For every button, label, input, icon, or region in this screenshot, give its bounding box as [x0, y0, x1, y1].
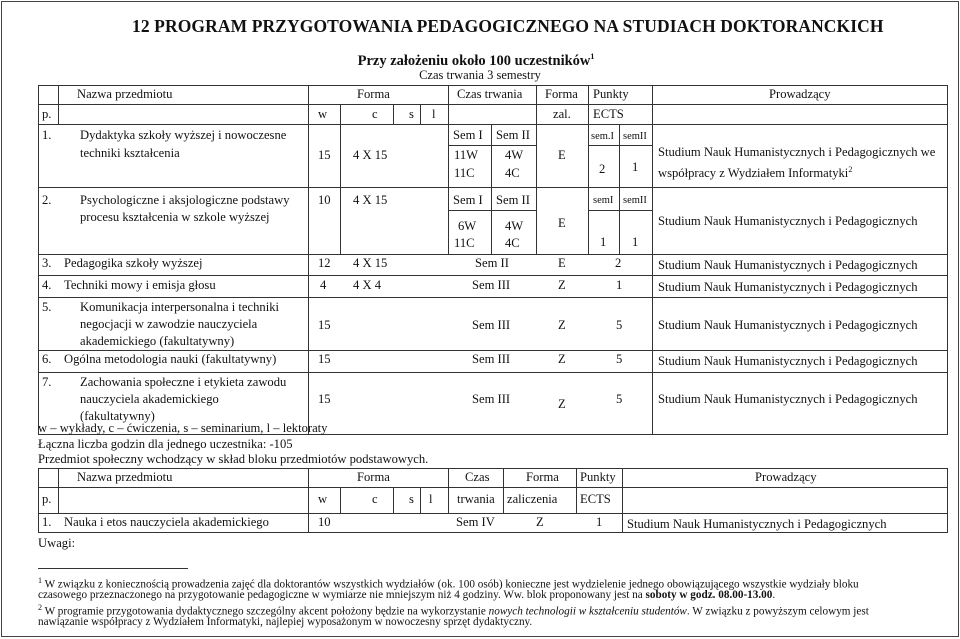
ects-value: 1 — [596, 515, 603, 529]
hours-c: 4 X 15 — [353, 256, 388, 270]
header-ects: ECTS — [593, 107, 624, 121]
footnote-text: W związku z koniecznością prowadzenia zajęć dla doktorantów wszystkich wydziałów (ok. 100 osób) konieczne jest wydzielenie jednego obowiązującego wszystkie wydziały bloku — [44, 578, 859, 591]
row-number: 5. — [42, 300, 52, 314]
ects-value-b: 1 — [632, 160, 639, 174]
table-border — [588, 145, 652, 146]
instructor: Studium Nauk Humanistycznych i Pedagogicznych — [658, 280, 918, 294]
header-points: Punkty — [593, 87, 629, 101]
subject-name: Dydaktyka szkoły wyższej i nowoczesne — [80, 128, 287, 142]
hours-c: 4 X 15 — [353, 193, 388, 207]
table-border — [420, 104, 421, 124]
header-subject: Nazwa przedmiotu — [77, 87, 173, 101]
header-ects: ECTS — [580, 492, 611, 506]
table-border — [38, 468, 39, 532]
table-border — [393, 104, 394, 124]
total-hours-note: Łączna liczba godzin dla jednego uczestnika: -105 — [38, 437, 293, 451]
table-border — [588, 85, 589, 254]
subject-name: Komunikacja interpersonalna i techniki — [80, 300, 279, 314]
subject-name: Zachowania społeczne i etykieta zawodu — [80, 375, 287, 389]
header-instructor: Prowadzący — [755, 470, 817, 484]
hours-w: 15 — [318, 392, 331, 406]
row-number: 2. — [42, 193, 52, 207]
footnote-text: . — [772, 589, 776, 601]
header-form: Forma — [357, 470, 390, 484]
semester: Sem III — [472, 278, 511, 292]
ects-value-b: 1 — [632, 235, 639, 249]
table-border — [448, 210, 536, 211]
table-border — [38, 513, 948, 514]
subject-name: akademickiego (fakultatywny) — [80, 334, 235, 348]
instructor: Studium Nauk Humanistycznych i Pedagogicznych we — [658, 145, 936, 159]
subject-name: Ogólna metodologia nauki (fakultatywny) — [64, 352, 277, 366]
table-border — [393, 487, 394, 513]
table-border — [588, 210, 652, 211]
table-border — [58, 468, 59, 513]
row-number: 1. — [42, 128, 52, 142]
footnote-ref-1: 1 — [590, 52, 595, 61]
ects-semester-a: sem.I — [591, 131, 615, 142]
table-border — [38, 85, 39, 434]
ects-value: 5 — [616, 392, 623, 406]
table-border — [38, 532, 948, 533]
participants-text: Przy założeniu około 100 uczestników — [357, 52, 591, 69]
legend-note: w – wykłady, c – ćwiczenia, s – seminarium, l – lektoraty — [38, 421, 328, 435]
header-subject: Nazwa przedmiotu — [77, 470, 173, 484]
semester-a-value: 11W — [454, 148, 479, 162]
table-border — [340, 487, 341, 513]
instructor: Studium Nauk Humanistycznych i Pedagogicznych — [658, 214, 918, 228]
hours-w: 15 — [318, 318, 331, 332]
table-border — [622, 468, 623, 532]
instructor: Studium Nauk Humanistycznych i Pedagogicznych — [658, 354, 918, 368]
table-border — [38, 187, 948, 188]
hours-w: 10 — [318, 515, 331, 529]
table-border — [503, 468, 504, 513]
table-border — [947, 468, 948, 532]
table-border — [652, 85, 653, 434]
header-lp: p. — [42, 107, 52, 121]
row-number: 1. — [42, 515, 52, 529]
semester-a-value: 6W — [458, 219, 477, 233]
semester-a: Sem I — [453, 193, 483, 207]
semester: Sem III — [472, 352, 511, 366]
subject-name: Nauka i etos nauczyciela akademickiego — [64, 515, 269, 529]
semester: Sem III — [472, 392, 511, 406]
instructor: Studium Nauk Humanistycznych i Pedagogicznych — [658, 392, 918, 406]
table-border — [38, 85, 948, 86]
semester-a-value: 11C — [454, 236, 475, 250]
ects-semester-a: semI — [593, 195, 614, 206]
header-l: l — [432, 107, 436, 121]
table-border — [619, 124, 620, 254]
table-border — [420, 487, 421, 513]
page-title: 12 PROGRAM PRZYGOTOWANIA PEDAGOGICZNEGO NA STUDIACH DOKTORANCKICH — [132, 16, 884, 36]
instructor: Studium Nauk Humanistycznych i Pedagogicznych — [658, 318, 918, 332]
header-zal: zal. — [553, 107, 571, 121]
footnote-italic: nowych technologii w kształceniu studentów — [488, 605, 687, 618]
header-zaliczenia: zaliczenia — [507, 492, 558, 506]
hours-c: 4 X 4 — [353, 278, 381, 292]
table-border — [38, 275, 948, 276]
hours-w: 15 — [318, 352, 331, 366]
header-lp: p. — [42, 492, 52, 506]
header-c: c — [372, 107, 378, 121]
subject-name: Psychologiczne i aksjologiczne podstawy — [80, 193, 290, 207]
header-s: s — [409, 492, 414, 506]
row-number: 3. — [42, 256, 52, 270]
assessment: Z — [558, 278, 566, 292]
semester-a: Sem I — [453, 128, 483, 142]
table-border — [58, 85, 59, 124]
instructor: Studium Nauk Humanistycznych i Pedagogicznych — [627, 517, 887, 531]
hours-w: 15 — [318, 148, 331, 162]
ects-value: 2 — [615, 256, 622, 270]
table-border — [947, 85, 948, 434]
semester-a-value: 11C — [454, 166, 475, 180]
instructor: Studium Nauk Humanistycznych i Pedagogicznych — [658, 258, 918, 272]
table-border — [38, 104, 948, 105]
block-note: Przedmiot społeczny wchodzący w skład bloku przedmiotów podstawowych. — [38, 452, 429, 466]
header-w: w — [318, 107, 328, 121]
footnote-2-continued: nawiązanie współpracy z Wydziałem Informatyki, najlepiej wyposażonym w nowoczesny sprzęt dydaktyczny. — [38, 616, 533, 628]
assessment: E — [558, 148, 566, 162]
hours-c: 4 X 15 — [353, 148, 388, 162]
header-c: c — [372, 492, 378, 506]
table-border — [38, 350, 948, 351]
ects-semester-b: semII — [623, 131, 647, 142]
semester-b-value: 4W — [505, 148, 524, 162]
table-border — [38, 468, 948, 469]
subject-name: Pedagogika szkoły wyższej — [64, 256, 203, 270]
table-border — [448, 468, 449, 513]
duration-heading: Czas trwania 3 semestry — [419, 68, 541, 82]
header-assessment: Forma — [526, 470, 559, 484]
footnote-number: 2 — [38, 603, 42, 612]
assessment: Z — [558, 352, 566, 366]
semester-b-value: 4C — [505, 166, 520, 180]
header-form: Forma — [357, 87, 390, 101]
header-trwania: trwania — [457, 492, 495, 506]
table-border — [448, 145, 536, 146]
footnote-text: czasowego przeznaczonego na przygotowanie pedagogiczne w wymiarze nie mniejszym niż 4 godziny. Ww. blok proponowany jest na — [38, 589, 646, 601]
header-instructor: Prowadzący — [769, 87, 831, 101]
table-border — [340, 104, 341, 254]
table-border — [38, 372, 948, 373]
table-border — [308, 468, 309, 532]
subject-name: nauczyciela akademickiego — [80, 392, 219, 406]
subject-name: (fakultatywny) — [80, 409, 155, 423]
subject-name: procesu kształcenia w szkole wyższej — [80, 210, 270, 224]
subject-name: negocjacji w zawodzie nauczyciela — [80, 317, 258, 331]
ects-value-a: 2 — [599, 162, 606, 176]
table-border — [491, 124, 492, 254]
document-page — [1, 1, 959, 637]
footnote-1-continued — [38, 588, 775, 602]
row-number: 4. — [42, 278, 52, 292]
header-duration: Czas — [465, 470, 490, 484]
table-border — [38, 487, 948, 488]
table-border — [576, 468, 577, 513]
semester: Sem III — [472, 318, 511, 332]
footnote-text: W programie przygotowania dydaktycznego szczególny akcent położony będzie na wykorzystanie — [44, 605, 489, 618]
assessment: E — [558, 216, 566, 230]
hours-w: 10 — [318, 193, 331, 207]
row-number: 6. — [42, 352, 52, 366]
footnote-text: . W związku z powyższym celowym jest — [686, 605, 869, 618]
semester: Sem IV — [456, 515, 495, 529]
footnote-divider — [38, 568, 188, 569]
semester-b-value: 4C — [505, 236, 520, 250]
table-border — [536, 85, 537, 254]
table-border — [448, 85, 449, 254]
ects-semester-b: semII — [623, 195, 647, 206]
subject-name: techniki kształcenia — [80, 146, 180, 160]
assessment: Z — [558, 318, 566, 332]
subject-name: Techniki mowy i emisja głosu — [64, 278, 216, 292]
ects-value: 1 — [616, 278, 623, 292]
semester: Sem II — [475, 256, 509, 270]
semester-b: Sem II — [496, 128, 530, 142]
instructor-text: współpracy z Wydziałem Informatyki — [658, 166, 849, 181]
footnote-emphasis: soboty w godz. 08.00-13.00 — [645, 589, 773, 601]
header-duration: Czas trwania — [457, 87, 523, 101]
assessment: E — [558, 256, 566, 270]
row-number: 7. — [42, 375, 52, 389]
instructor — [658, 162, 852, 181]
table-border — [38, 254, 948, 255]
footnote-ref-2: 2 — [848, 165, 853, 174]
semester-b: Sem II — [496, 193, 530, 207]
ects-value-a: 1 — [600, 235, 607, 249]
header-assessment: Forma — [545, 87, 578, 101]
hours-w: 12 — [318, 256, 331, 270]
table-border — [38, 124, 948, 125]
assessment: Z — [558, 397, 566, 411]
remarks-label: Uwagi: — [38, 536, 76, 550]
header-w: w — [318, 492, 328, 506]
ects-value: 5 — [616, 318, 623, 332]
ects-value: 5 — [616, 352, 623, 366]
assessment: Z — [536, 515, 544, 529]
header-l: l — [429, 492, 433, 506]
header-s: s — [409, 107, 414, 121]
semester-b-value: 4W — [505, 219, 524, 233]
hours-w: 4 — [320, 278, 327, 292]
footnote-number: 1 — [38, 576, 42, 585]
table-border — [308, 85, 309, 434]
header-points: Punkty — [580, 470, 616, 484]
table-border — [38, 297, 948, 298]
